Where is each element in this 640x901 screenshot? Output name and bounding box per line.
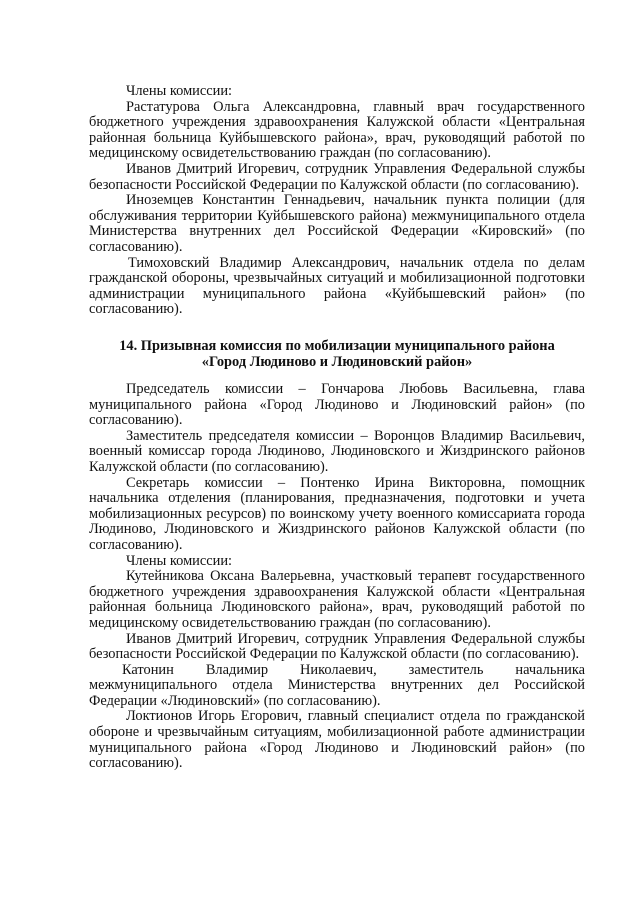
commission-13-members-block [89,84,585,318]
heading-line-2: «Город Людиново и Людиновский район» [201,353,473,370]
secretary-paragraph: Секретарь комиссии – Понтенко Ирина Викторовна, помощник начальника отделения (планирования, предназначения, подготовки и учета мобилизационных ресурсов) по воинскому учету военного комиссариата города Людиново, Людиновского и Жиздринского районов Калужской области (по согласованию). [89,474,585,553]
members-label: Члены комиссии: [126,552,233,569]
member-paragraph: Иванов Дмитрий Игоревич, сотрудник Управления Федеральной службы безопасности Российской Федерации по Калужской области (по согласованию). [89,630,585,663]
member-paragraph: Кутейникова Оксана Валерьевна, участковый терапевт государственного бюджетного учреждения здравоохранения Калужской области «Центральная районная больница Людиновского района», врач, руководящий работой по медицинскому освидетельствованию граждан (по согласованию). [89,568,585,631]
deputy-paragraph: Заместитель председателя комиссии – Воронцов Владимир Васильевич, военный комиссар города Людиново, Людиновского и Жиздринского районов Калужской области (по согласованию). [89,427,585,475]
section-14-heading [89,339,585,370]
member-paragraph: Катонин Владимир Николаевич, заместитель начальника межмуниципального отдела Министерства внутренних дел Российской Федерации «Людиновский» (по согласованию). [89,661,585,709]
commission-14-block [89,382,585,772]
member-paragraph: Локтионов Игорь Егорович, главный специалист отдела по гражданской обороне и чрезвычайным ситуациям, мобилизационной работе администрации муниципального района «Город Людиново и Людиновский район» (по согласованию). [89,708,585,772]
chairman-paragraph: Председатель комиссии – Гончарова Любовь Васильевна, глава муниципального района «Город Людиново и Людиновский район» (по согласованию). [89,381,585,429]
heading-line-1: 14. Призывная комиссия по мобилизации муниципального района [119,338,555,354]
member-paragraph: Тимоховский Владимир Александрович, начальник отдела по делам гражданской обороны, чрезвычайных ситуаций и мобилизационной подготовки администрации муниципального района «Куйбышевский район» (по согласованию). [89,254,585,318]
member-paragraph: Иноземцев Константин Геннадьевич, начальник пункта полиции (для обслуживания территории Куйбышевского района) межмуниципального отдела Министерства внутренних дел Российской Федерации «Кировский» (по согласованию). [89,192,585,255]
member-paragraph: Растатурова Ольга Александровна, главный врач государственного бюджетного учреждения здравоохранения Калужской области «Центральная районная больница Куйбышевского района», врач, руководящий работой по медицинскому освидетельствованию граждан (по согласованию). [89,98,585,162]
members-label: Члены комиссии: [126,83,233,99]
member-paragraph: Иванов Дмитрий Игоревич, сотрудник Управления Федеральной службы безопасности Российской Федерации по Калужской области (по согласованию). [89,160,585,193]
